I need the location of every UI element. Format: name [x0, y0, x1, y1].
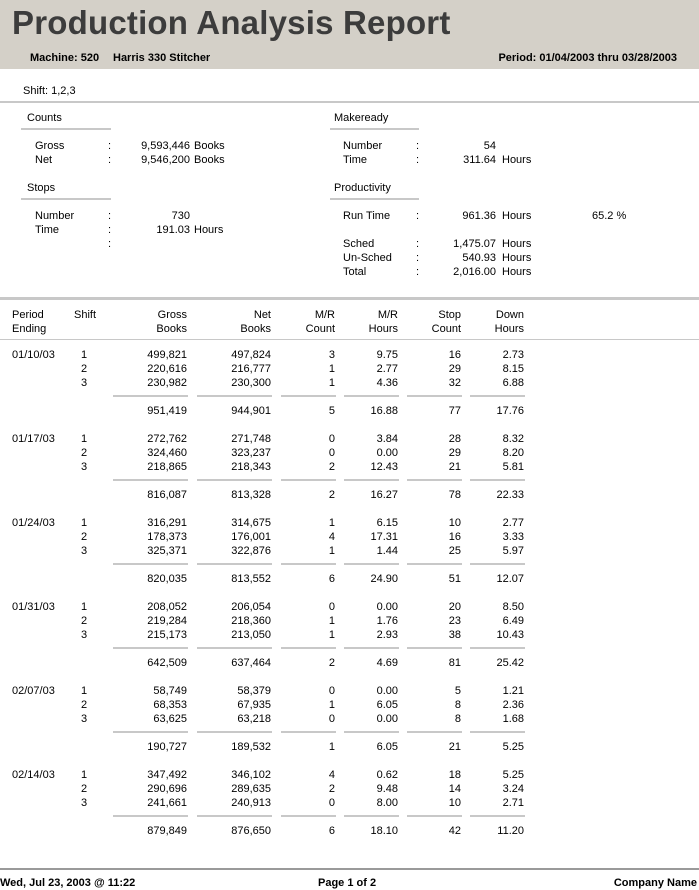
mr-hours-cell: 12.43 [370, 461, 398, 473]
gross-cell: 178,373 [147, 531, 187, 543]
summary-value: 191.03 [156, 224, 190, 236]
stop-count-cell: 23 [448, 615, 461, 627]
subtotal-rule [344, 395, 399, 397]
mr-count-cell: 0 [328, 433, 335, 445]
summary-sep: : [108, 224, 112, 236]
divider [0, 868, 699, 870]
down-hours-cell: 3.24 [502, 783, 524, 795]
summary-label: Number [343, 140, 383, 152]
net-cell: 218,360 [231, 615, 271, 627]
subtotal-rule [113, 479, 188, 481]
makeready-title: Makeready [334, 112, 389, 124]
gross-cell: 219,284 [147, 615, 187, 627]
print-timestamp: Wed, Jul 23, 2003 @ 11:22 [0, 877, 136, 889]
period-ending: 01/31/03 [12, 601, 55, 613]
mr-hours-cell: 0.00 [376, 713, 398, 725]
stop-count-cell: 14 [448, 783, 461, 795]
runtime-percent: 65.2 % [592, 210, 627, 222]
shift-cell: 3 [81, 461, 88, 473]
summary-label: Total [343, 266, 367, 278]
gross-total: 190,727 [147, 741, 187, 753]
mr-count-cell: 2 [328, 461, 335, 473]
mr-count-cell: 2 [328, 783, 335, 795]
subtotal-rule [281, 479, 336, 481]
column-header: Net Books [240, 309, 271, 335]
summary-value: 311.64 [463, 154, 496, 166]
mr-count-cell: 1 [328, 615, 335, 627]
subtotal-rule [470, 479, 525, 481]
shift-cell: 1 [81, 601, 88, 613]
mr-hours-cell: 4.36 [376, 377, 398, 389]
summary-unit: Hours [194, 224, 224, 236]
mr-count-cell: 1 [328, 517, 335, 529]
stop-count-cell: 10 [448, 797, 461, 809]
subtotal-rule [113, 647, 188, 649]
mr-hours-cell: 2.93 [376, 629, 398, 641]
net-total: 813,328 [231, 489, 271, 501]
summary-sep: : [416, 154, 420, 166]
shift-cell: 2 [81, 447, 88, 459]
period-ending: 02/14/03 [12, 769, 55, 781]
subtotal-rule [281, 731, 336, 733]
net-cell: 218,343 [231, 461, 271, 473]
net-cell: 271,748 [231, 433, 271, 445]
net-total: 189,532 [231, 741, 271, 753]
column-header: M/R Count [305, 309, 335, 335]
summary-sep: : [416, 238, 420, 250]
subtotal-rule [407, 815, 462, 817]
summary-label: Sched [343, 238, 375, 250]
stop-count-cell: 10 [448, 517, 461, 529]
subtotal-rule [470, 395, 525, 397]
mr-count-cell: 0 [328, 713, 335, 725]
subtotal-rule [407, 647, 462, 649]
down-hours-cell: 1.68 [502, 713, 524, 725]
stop-count-cell: 25 [448, 545, 461, 557]
shift-cell: 2 [81, 363, 88, 375]
counts-title: Counts [27, 112, 62, 124]
column-header: Gross Books [156, 309, 187, 335]
productivity-title: Productivity [334, 182, 391, 194]
down-hours-total: 17.76 [496, 405, 524, 417]
down-hours-cell: 8.50 [502, 601, 524, 613]
down-hours-cell: 2.36 [502, 699, 524, 711]
divider [0, 101, 699, 103]
period-ending: 01/10/03 [12, 349, 55, 361]
summary-sep: : [416, 266, 420, 278]
subtotal-rule [344, 479, 399, 481]
gross-cell: 325,371 [147, 545, 187, 557]
stop-count-total: 81 [448, 657, 461, 669]
shift-cell: 1 [81, 769, 88, 781]
subtotal-rule [407, 563, 462, 565]
summary-unit: Hours [502, 210, 532, 222]
shift-cell: 2 [81, 615, 88, 627]
net-cell: 346,102 [231, 769, 271, 781]
net-total: 876,650 [231, 825, 271, 837]
mr-hours-total: 16.88 [370, 405, 398, 417]
summary-value: 9,546,200 [141, 154, 190, 166]
summary-label: Net [35, 154, 53, 166]
subtotal-rule [197, 647, 272, 649]
mr-hours-total: 16.27 [370, 489, 398, 501]
shift-cell: 2 [81, 783, 88, 795]
subtotal-rule [470, 731, 525, 733]
report-header [0, 0, 699, 69]
net-cell: 58,379 [237, 685, 271, 697]
subtotal-rule [197, 731, 272, 733]
divider [21, 198, 111, 200]
down-hours-total: 5.25 [502, 741, 524, 753]
summary-label: Un-Sched [343, 252, 392, 264]
summary-value: 54 [483, 140, 496, 152]
gross-total: 879,849 [147, 825, 187, 837]
stop-count-cell: 8 [454, 713, 461, 725]
summary-sep: : [108, 238, 112, 250]
gross-cell: 218,865 [147, 461, 187, 473]
subtotal-rule [197, 563, 272, 565]
shift-cell: 1 [81, 433, 88, 445]
subtotal-rule [281, 647, 336, 649]
down-hours-cell: 6.49 [502, 615, 524, 627]
stop-count-total: 78 [448, 489, 461, 501]
stop-count-cell: 29 [448, 447, 461, 459]
mr-count-total: 2 [328, 657, 335, 669]
mr-count-cell: 3 [328, 349, 335, 361]
summary-sep: : [108, 154, 112, 166]
mr-count-cell: 4 [328, 769, 335, 781]
subtotal-rule [470, 563, 525, 565]
subtotal-rule [113, 815, 188, 817]
mr-count-cell: 0 [328, 797, 335, 809]
net-cell: 289,635 [231, 783, 271, 795]
net-total: 637,464 [231, 657, 271, 669]
stop-count-cell: 28 [448, 433, 461, 445]
subtotal-rule [197, 395, 272, 397]
mr-hours-cell: 2.77 [376, 363, 398, 375]
gross-cell: 230,982 [147, 377, 187, 389]
summary-unit: Hours [502, 154, 532, 166]
divider [0, 297, 699, 300]
subtotal-rule [281, 563, 336, 565]
gross-cell: 290,696 [147, 783, 187, 795]
stop-count-cell: 16 [448, 349, 461, 361]
gross-cell: 220,616 [147, 363, 187, 375]
gross-cell: 324,460 [147, 447, 187, 459]
subtotal-rule [470, 647, 525, 649]
mr-count-cell: 1 [328, 629, 335, 641]
down-hours-cell: 6.88 [502, 377, 524, 389]
net-cell: 63,218 [237, 713, 271, 725]
mr-hours-total: 24.90 [370, 573, 398, 585]
summary-label: Number [35, 210, 75, 222]
divider [330, 128, 419, 130]
mr-hours-cell: 6.05 [376, 699, 398, 711]
shift-cell: 3 [81, 629, 88, 641]
stop-count-cell: 32 [448, 377, 461, 389]
down-hours-cell: 8.20 [502, 447, 524, 459]
summary-sep: : [108, 140, 112, 152]
gross-cell: 347,492 [147, 769, 187, 781]
mr-hours-cell: 9.75 [376, 349, 398, 361]
stop-count-cell: 5 [454, 685, 461, 697]
mr-hours-cell: 17.31 [370, 531, 398, 543]
mr-count-total: 5 [328, 405, 335, 417]
mr-hours-cell: 9.48 [376, 783, 398, 795]
mr-hours-cell: 0.00 [376, 685, 398, 697]
period-ending: 01/24/03 [12, 517, 55, 529]
gross-cell: 58,749 [153, 685, 187, 697]
down-hours-cell: 2.71 [502, 797, 524, 809]
divider [0, 339, 699, 340]
stop-count-total: 42 [448, 825, 461, 837]
summary-value: 961.36 [462, 210, 496, 222]
subtotal-rule [113, 395, 188, 397]
subtotal-rule [113, 731, 188, 733]
net-cell: 216,777 [231, 363, 271, 375]
down-hours-cell: 8.32 [502, 433, 524, 445]
machine-name: Harris 330 Stitcher [113, 52, 211, 64]
summary-value: 1,475.07 [453, 238, 496, 250]
subtotal-rule [197, 815, 272, 817]
shift-cell: 1 [81, 517, 88, 529]
stop-count-cell: 18 [448, 769, 461, 781]
subtotal-rule [344, 563, 399, 565]
summary-value: 2,016.00 [453, 266, 496, 278]
gross-total: 820,035 [147, 573, 187, 585]
subtotal-rule [344, 647, 399, 649]
shift-cell: 2 [81, 699, 88, 711]
subtotal-rule [407, 731, 462, 733]
summary-unit: Hours [502, 252, 532, 264]
page-number: Page 1 of 2 [318, 877, 377, 889]
down-hours-total: 22.33 [496, 489, 524, 501]
gross-cell: 499,821 [147, 349, 187, 361]
subtotal-rule [113, 563, 188, 565]
mr-count-total: 6 [328, 573, 335, 585]
stop-count-total: 51 [448, 573, 461, 585]
shift-cell: 3 [81, 377, 88, 389]
company-name: Company Name [613, 877, 697, 889]
subtotal-rule [407, 479, 462, 481]
down-hours-cell: 5.97 [502, 545, 524, 557]
down-hours-cell: 3.33 [502, 531, 524, 543]
mr-count-total: 6 [328, 825, 335, 837]
mr-hours-cell: 0.00 [376, 601, 398, 613]
down-hours-cell: 8.15 [502, 363, 524, 375]
subtotal-rule [281, 815, 336, 817]
summary-sep: : [416, 140, 420, 152]
mr-count-cell: 1 [328, 699, 335, 711]
stop-count-cell: 29 [448, 363, 461, 375]
mr-hours-total: 4.69 [376, 657, 398, 669]
down-hours-cell: 5.25 [502, 769, 524, 781]
summary-unit: Hours [502, 266, 532, 278]
net-cell: 497,824 [231, 349, 271, 361]
mr-hours-total: 18.10 [370, 825, 398, 837]
down-hours-total: 12.07 [496, 573, 524, 585]
column-header: Shift [74, 309, 97, 321]
mr-count-cell: 0 [328, 685, 335, 697]
stop-count-cell: 38 [448, 629, 461, 641]
net-cell: 322,876 [231, 545, 271, 557]
gross-total: 951,419 [147, 405, 187, 417]
column-header: Stop Count [431, 309, 461, 335]
mr-hours-cell: 0.62 [376, 769, 398, 781]
down-hours-total: 25.42 [496, 657, 524, 669]
gross-cell: 208,052 [147, 601, 187, 613]
mr-hours-cell: 6.15 [376, 517, 398, 529]
subtotal-rule [344, 731, 399, 733]
stop-count-total: 77 [448, 405, 461, 417]
summary-label: Gross [35, 140, 65, 152]
down-hours-cell: 5.81 [502, 461, 524, 473]
shift-cell: 1 [81, 349, 88, 361]
net-cell: 213,050 [231, 629, 271, 641]
divider [330, 198, 419, 200]
mr-hours-total: 6.05 [376, 741, 398, 753]
gross-total: 642,509 [147, 657, 187, 669]
stop-count-cell: 16 [448, 531, 461, 543]
net-total: 944,901 [231, 405, 271, 417]
divider [21, 128, 111, 130]
net-cell: 176,001 [231, 531, 271, 543]
summary-unit: Hours [502, 238, 532, 250]
shift-cell: 3 [81, 797, 88, 809]
gross-cell: 316,291 [147, 517, 187, 529]
mr-hours-cell: 3.84 [376, 433, 398, 445]
subtotal-rule [197, 479, 272, 481]
down-hours-cell: 10.43 [496, 629, 524, 641]
mr-hours-cell: 0.00 [376, 447, 398, 459]
summary-sep: : [416, 210, 420, 222]
summary-label: Time [343, 154, 368, 166]
down-hours-cell: 2.77 [502, 517, 524, 529]
net-cell: 206,054 [231, 601, 271, 613]
mr-hours-cell: 1.44 [376, 545, 398, 557]
machine-number: Machine: 520 [30, 52, 100, 64]
gross-cell: 272,762 [147, 433, 187, 445]
stop-count-cell: 20 [448, 601, 461, 613]
gross-cell: 241,661 [147, 797, 187, 809]
stops-title: Stops [27, 182, 56, 194]
summary-sep: : [416, 252, 420, 264]
mr-count-cell: 1 [328, 545, 335, 557]
summary-value: 730 [171, 210, 190, 222]
mr-count-cell: 4 [328, 531, 335, 543]
down-hours-cell: 2.73 [502, 349, 524, 361]
net-cell: 323,237 [231, 447, 271, 459]
mr-count-cell: 0 [328, 601, 335, 613]
down-hours-cell: 1.21 [502, 685, 524, 697]
column-header: Period Ending [12, 309, 47, 335]
mr-count-total: 1 [328, 741, 335, 753]
mr-count-cell: 1 [328, 377, 335, 389]
mr-count-total: 2 [328, 489, 335, 501]
gross-total: 816,087 [147, 489, 187, 501]
mr-count-cell: 1 [328, 363, 335, 375]
column-header: Down Hours [494, 309, 524, 335]
summary-unit: Books [194, 154, 225, 166]
shift-cell: 1 [81, 685, 88, 697]
net-total: 813,552 [231, 573, 271, 585]
subtotal-rule [344, 815, 399, 817]
summary-unit: Books [194, 140, 225, 152]
summary-value: 9,593,446 [141, 140, 190, 152]
period-ending: 02/07/03 [12, 685, 55, 697]
net-cell: 314,675 [231, 517, 271, 529]
shift-cell: 2 [81, 531, 88, 543]
stop-count-total: 21 [448, 741, 461, 753]
summary-label: Time [35, 224, 60, 236]
summary-value: 540.93 [462, 252, 496, 264]
net-cell: 240,913 [231, 797, 271, 809]
summary-sep: : [108, 210, 112, 222]
net-cell: 230,300 [231, 377, 271, 389]
net-cell: 67,935 [237, 699, 271, 711]
shift-cell: 3 [81, 713, 88, 725]
mr-count-cell: 0 [328, 447, 335, 459]
mr-hours-cell: 8.00 [376, 797, 398, 809]
gross-cell: 215,173 [147, 629, 187, 641]
mr-hours-cell: 1.76 [376, 615, 398, 627]
shift-filter: Shift: 1,2,3 [23, 85, 76, 97]
subtotal-rule [281, 395, 336, 397]
stop-count-cell: 21 [448, 461, 461, 473]
report-period: Period: 01/04/2003 thru 03/28/2003 [498, 52, 677, 64]
summary-label: Run Time [343, 210, 391, 222]
subtotal-rule [470, 815, 525, 817]
period-ending: 01/17/03 [12, 433, 55, 445]
subtotal-rule [407, 395, 462, 397]
gross-cell: 68,353 [153, 699, 187, 711]
gross-cell: 63,625 [153, 713, 187, 725]
column-header: M/R Hours [368, 309, 398, 335]
stop-count-cell: 8 [454, 699, 461, 711]
shift-cell: 3 [81, 545, 88, 557]
report-title: Production Analysis Report [12, 4, 451, 41]
down-hours-total: 11.20 [497, 825, 524, 837]
